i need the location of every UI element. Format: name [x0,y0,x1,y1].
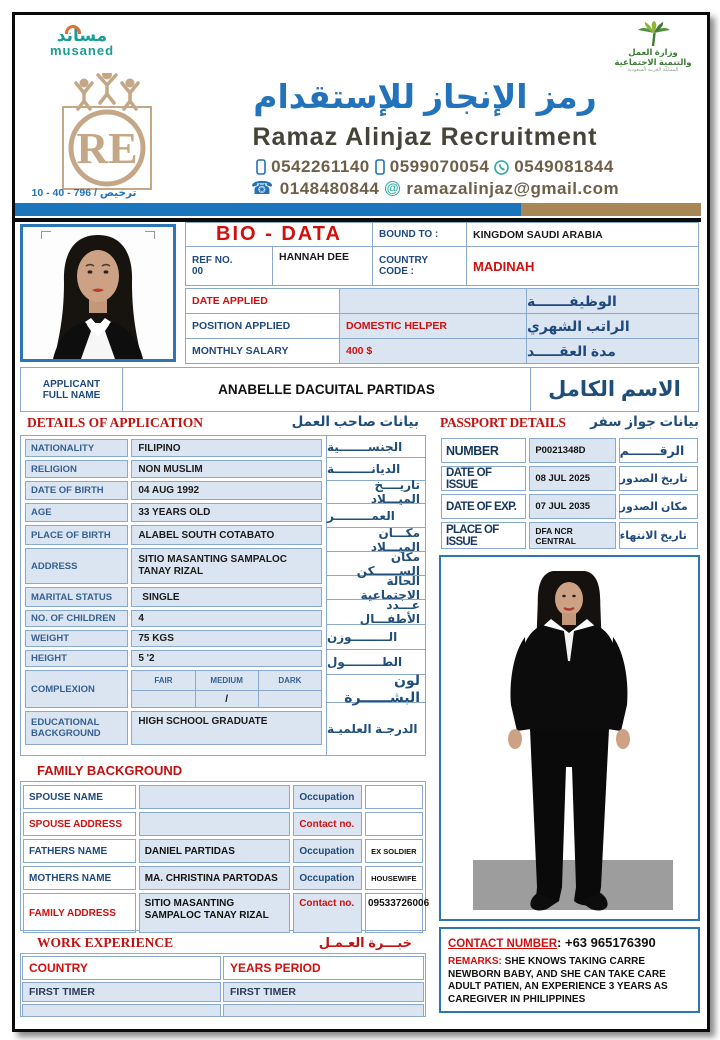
nationality-value: FILIPINO [131,439,322,457]
complexion-grid [131,670,322,708]
remarks-text: SHE KNOWS TAKING CARRE NEWBORN BABY, AND SHE CAN TAKE CARE ADULT PATIEN, AN EXPERIENCE 3 YEARS AS CAREGIVER IN PHILIPPINES [448,956,668,1005]
position-applied-label-cell [185,313,340,339]
family-contact-value: 09533726006 [365,893,423,933]
monthly-salary-arabic-cell [526,313,699,339]
destination-city: MADINAH [473,258,535,274]
mother-name-value: MA. CHRISTINA PARTODAS [139,866,291,890]
details-section-title: DETAILS OF APPLICATION [27,415,204,430]
date-applied-value-cell [339,288,527,314]
work-years-header: YEARS PERIOD [223,956,424,980]
contact-number-label: CONTACT NUMBER [448,938,558,950]
date-applied-label-cell [185,288,340,314]
issue-place-arabic: مكان الصدور [619,501,688,513]
spouse-name-value [139,785,291,809]
monthly-salary-value-cell [339,338,527,364]
contact-line-1 [185,157,685,177]
religion-arabic: الديانـــــــــة [327,458,425,481]
family-address-label: FAMILY ADDRESS [23,893,136,933]
family-section-title: FAMILY BACKGROUND [37,763,183,778]
agency-title-arabic: رمز الإنجاز للإستقدام [253,78,597,115]
address-value: SITIO MASANTING SAMPALOC TANAY RIZAL [131,548,322,584]
father-name-value: DANIEL PARTIDAS [139,839,291,863]
birth-place-label: PLACE OF BIRTH [25,525,128,545]
country-code-label-1: COUNTRY [379,255,429,266]
passport-number-value: P0021348D [535,445,586,456]
work-country-value: FIRST TIMER [22,982,221,1002]
ministry-logo [611,21,695,74]
family-contact-label: Contact no. [293,893,362,933]
social-status-arabic: الحالة الاجتماعية [327,576,425,600]
height-label: HEIGHT [25,650,128,667]
position-applied-value-cell [339,313,527,339]
work-country-empty [22,1004,221,1017]
whatsapp-number: 0549081844 [514,157,614,176]
passport-number-arabic: الرقـــــــم [619,444,685,458]
details-arabic-column [326,436,425,755]
father-occupation-label: Occupation [293,839,362,863]
applicant-full-body-photo [441,557,698,919]
bound-to-value-cell [466,222,699,247]
marital-status-value: SINGLE [131,587,322,607]
work-years-empty [223,1004,424,1017]
header-band-tan [521,203,701,216]
full-body-photo-frame [439,555,700,921]
religion-label: RELIGION [25,460,128,478]
complexion-option-dark: DARK [278,676,302,685]
spouse-occupation-label: Occupation [293,785,362,809]
agency-monogram-logo [47,73,167,191]
mother-name-label: MOTHERS NAME [23,866,136,890]
nationality-arabic: الجنســـــــية [327,436,425,458]
weight-value: 75 KGS [131,630,322,647]
applicant-photo-frame [20,224,176,362]
ref-no-cell [185,246,273,286]
musaned-arabic: مساند [56,26,108,45]
height-value: 5 '2 [131,650,322,667]
issue-date-value: 08 JUL 2025 [535,473,591,484]
complexion-option-fair: FAIR [132,671,195,690]
family-address-value: SITIO MASANTING SAMPALOC TANAY RIZAL [139,893,291,933]
musaned-logo [37,27,127,57]
passport-number-label: NUMBER [446,443,499,458]
children-arabic: عـــدد الأطفـــال [327,600,425,625]
landline-icon: ☎ [250,178,274,198]
work-section-title: WORK EXPERIENCE [37,935,174,950]
education-arabic: الدرجـة العلميـة [327,721,418,736]
letterhead [15,15,701,203]
birth-place-value: ALABEL SOUTH COTABATO [131,525,322,545]
work-section-title-arabic: خبـــرة العـمـل [318,935,412,950]
work-years-value: FIRST TIMER [223,982,424,1002]
issue-place-value: DFA NCR CENTRAL [535,525,576,546]
ministry-name-line1: وزارة العمل [628,47,678,57]
bio-data-title-cell [185,222,373,247]
contract-duration-arabic-cell [526,338,699,364]
details-section-title-arabic: بيانات صاحب العمل [291,414,419,429]
full-name-label-1: APPLICANT [42,378,101,390]
spouse-address-label: SPOUSE ADDRESS [23,812,136,836]
mobile-number-2: 0599070054 [389,157,490,176]
country-code-label-2: CODE : [379,266,414,277]
nationality-label: NATIONALITY [25,439,128,457]
height-arabic: الطـــــــــول [327,650,425,675]
mobile-icon [256,159,266,175]
musaned-wordmark: musaned [49,43,115,58]
father-occupation-value: EX SOLDIER [365,839,423,863]
contact-line-2 [185,178,685,199]
birth-place-arabic: مكـــان الميـــلاد [327,528,425,552]
father-name-label: FATHERS NAME [23,839,136,863]
header-band-blue [15,203,521,216]
passport-section-title: PASSPORT DETAILS [440,415,566,430]
full-name-value-cell [122,367,531,412]
spouse-address-value [139,812,291,836]
birth-date-label: DATE OF BIRTH [25,481,128,500]
children-value: 4 [131,610,322,627]
mother-occupation-value: HOUSEWIFE [365,866,423,890]
bio-data-title: BIO - DATA [216,223,342,245]
religion-value: NON MUSLIM [131,460,322,478]
country-code-value-cell [466,246,699,286]
family-table [20,781,430,931]
expiry-date-arabic: تاريخ الانتهاء [619,530,687,542]
expiry-date-value: 07 JUL 2035 [535,501,591,512]
spouse-occupation-value [365,785,423,809]
passport-section-title-arabic: بيانات جواز سفر [590,414,699,429]
age-label: AGE [25,503,128,522]
document-sheet [12,12,710,1032]
complexion-label: COMPLEXION [25,670,128,708]
date-applied-label: DATE APPLIED [192,295,268,307]
marital-status-label: MARITAL STATUS [25,587,128,607]
weight-label: WEIGHT [25,630,128,647]
details-table [20,435,426,756]
full-name-arabic-cell [530,367,699,412]
monthly-salary-label-cell [185,338,340,364]
issue-date-arabic: تاريخ الصدور [619,473,688,485]
age-value: 33 YEARS OLD [131,503,322,522]
spouse-name-label: SPOUSE NAME [23,785,136,809]
passport-table [439,435,700,551]
monthly-salary-label: MONTHLY SALARY [192,345,289,357]
ref-no-value: 00 [192,266,204,277]
children-label: NO. OF CHILDREN [25,610,128,627]
bound-to-value: KINGDOM SAUDI ARABIA [473,228,603,241]
mobile-icon [375,159,385,175]
birth-date-value: 04 AUG 1992 [131,481,322,500]
email-icon: @ [386,181,399,195]
contact-remarks-box [439,927,700,1013]
full-name-arabic-label: الاسم الكامل [548,378,681,401]
musaned-arc-icon [65,25,81,34]
palm-tree-icon [635,21,671,47]
spouse-contact-label: Contact no. [293,812,362,836]
residence-arabic: مكان الســــــكن [327,552,425,576]
ref-no-label: REF NO. [192,255,233,266]
complexion-arabic: لون البشــــــرة [327,675,425,703]
monthly-salary-arabic-label: الراتب الشهري [527,317,630,334]
country-code-label-cell [372,246,467,286]
bound-to-label: BOUND TO : [379,229,439,240]
birth-date-arabic: تاريــــخ الميـــلاد [327,481,425,504]
work-experience-table [20,953,426,1017]
work-country-header: COUNTRY [22,956,221,980]
agency-title-english: Ramaz Alinjaz Recruitment [252,123,598,151]
whatsapp-icon [494,160,509,175]
complexion-selected-mark: / [196,691,259,708]
age-arabic: العمـــــــــر [327,504,425,528]
ministry-name-line2: والتنمية الاجتماعية [614,57,692,67]
bound-to-label-cell [372,222,467,247]
issue-place-label: PLACE OF ISSUE [446,523,499,548]
ministry-name-line3: المملكة العربية السعودية [627,67,679,73]
spouse-contact-value [365,812,423,836]
applicant-full-name: ANABELLE DACUITAL PARTIDAS [218,382,435,397]
remarks-label: REMARKS: [448,956,502,967]
mother-occupation-label: Occupation [293,866,362,890]
issue-date-label: DATE OF ISSUE [446,466,492,491]
landline-number: 0148480844 [279,178,380,198]
crop-mark [41,231,51,239]
address-label: ADDRESS [25,548,128,584]
job-arabic-label: الوظيفـــــــة [527,292,617,309]
mobile-number-1: 0542261140 [271,157,370,176]
education-value: HIGH SCHOOL GRADUATE [131,711,322,745]
agent-name: HANNAH DEE [279,251,350,263]
agent-name-cell [272,246,373,286]
contract-duration-arabic-label: مدة العقـــــد [527,342,616,359]
contact-number-value: : +63 965176390 [557,935,656,950]
applicant-portrait-photo [23,227,173,359]
full-name-label-cell [20,367,123,412]
monthly-salary-value: 400 $ [346,345,373,357]
crop-mark [145,231,155,239]
email-address: ramazalinjaz@gmail.com [406,178,620,198]
full-name-label-2: FULL NAME [42,389,101,401]
education-label: EDUCATIONAL BACKGROUND [25,711,128,745]
position-applied-value: DOMESTIC HELPER [346,320,447,332]
complexion-option-medium: MEDIUM [196,671,259,690]
position-applied-label: POSITION APPLIED [192,320,291,332]
expiry-date-label: DATE OF EXP. [446,500,517,513]
license-number: ترخيص / 796 - 40 - 10 [31,187,137,199]
job-arabic-cell [526,288,699,314]
monogram-letters: RE [76,124,138,173]
weight-arabic: الـــــــــوزن [327,625,425,650]
